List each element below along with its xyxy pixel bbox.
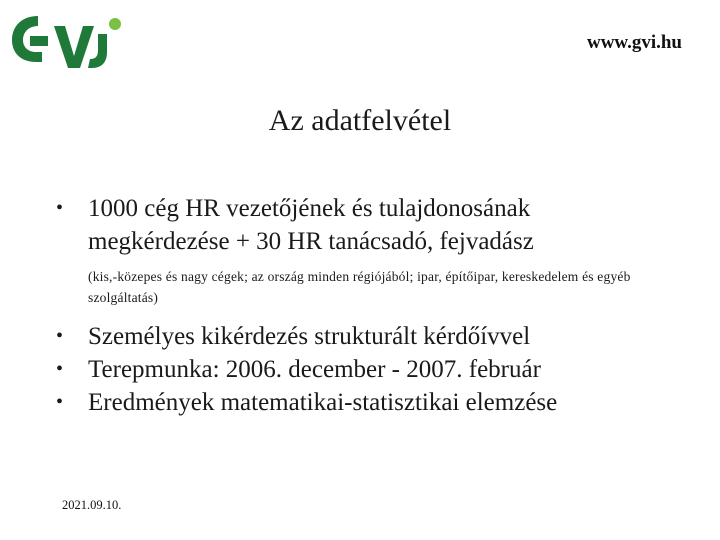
bullet-marker: • — [56, 358, 64, 380]
logo-dot — [109, 18, 121, 30]
bullet-marker: • — [56, 391, 64, 413]
bullet-text: Terepmunka: 2006. december - 2007. február — [88, 356, 541, 383]
bullet-marker: • — [56, 325, 64, 347]
website-link[interactable]: www.gvi.hu — [586, 32, 682, 53]
logo-i-shape — [88, 34, 107, 68]
footer-date: 2021.09.10. — [62, 498, 122, 512]
gvi-logo — [8, 12, 126, 74]
bullet-note: (kis,-közepes és nagy cégek; az ország minden régiójából; ipar, építőipar, kereskedelem és egyéb szolgáltatás) — [88, 269, 631, 305]
bullet-text: Eredmények matematikai-statisztikai elemzése — [88, 389, 558, 416]
bullet-item — [56, 192, 676, 258]
logo-g-bar — [30, 36, 48, 46]
bullet-text: Személyes kikérdezés strukturált kérdőívvel — [88, 323, 531, 350]
bullet-item — [56, 386, 676, 419]
bullet-marker: • — [56, 197, 64, 219]
logo-v-shape — [54, 26, 94, 68]
bullet-text: 1000 cég HR vezetőjének és tulajdonosának megkérdezése + 30 HR tanácsadó, fejvadász — [88, 195, 534, 255]
bullet-item — [56, 353, 676, 386]
bullet-item — [56, 320, 676, 353]
slide-title: Az adatfelvétel — [268, 104, 452, 137]
bullet-list — [56, 192, 676, 419]
